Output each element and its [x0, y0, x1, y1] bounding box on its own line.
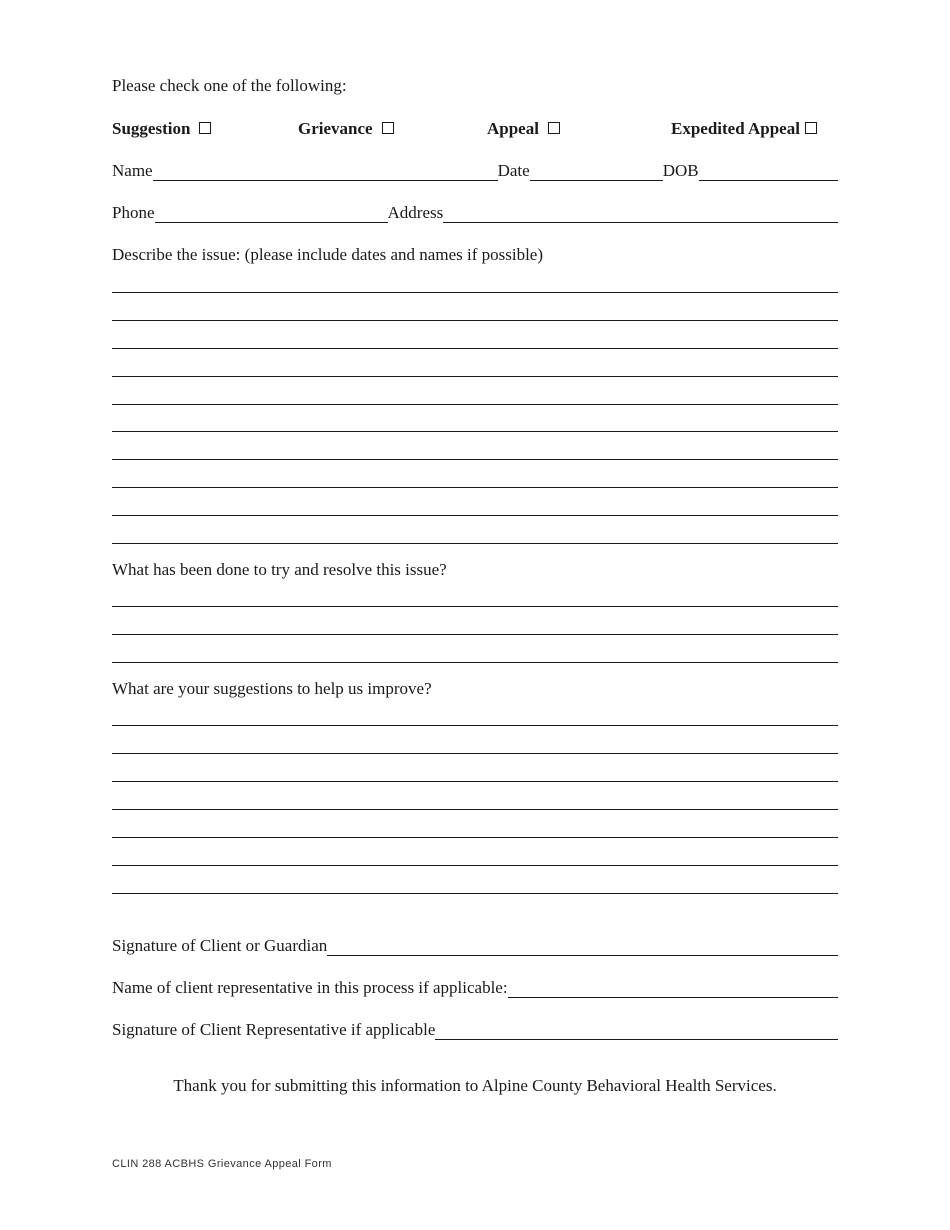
- option-grievance-label: Grievance: [298, 119, 373, 138]
- resolve-issue-heading: What has been done to try and resolve this issue?: [112, 560, 447, 579]
- resolve-line-1[interactable]: [112, 606, 838, 607]
- phone-field[interactable]: [155, 204, 388, 223]
- suggestions-line-7[interactable]: [112, 893, 838, 894]
- describe-line-10[interactable]: [112, 543, 838, 544]
- date-label: Date: [497, 161, 530, 180]
- rep-name-field[interactable]: [508, 979, 838, 998]
- address-label: Address: [387, 203, 444, 222]
- describe-line-4[interactable]: [112, 376, 838, 377]
- describe-issue-heading: Describe the issue: (please include dates and names if possible): [112, 245, 544, 264]
- date-field[interactable]: [530, 162, 663, 181]
- name-field[interactable]: [153, 162, 498, 181]
- resolve-line-3[interactable]: [112, 662, 838, 663]
- client-signature-label: Signature of Client or Guardian: [112, 936, 328, 955]
- name-date-dob-row: [112, 161, 838, 181]
- option-expedited-appeal-label: Expedited Appeal: [671, 119, 800, 138]
- instruction-text: Please check one of the following:: [112, 76, 347, 95]
- describe-line-9[interactable]: [112, 515, 838, 516]
- describe-line-8[interactable]: [112, 487, 838, 488]
- suggestions-line-2[interactable]: [112, 753, 838, 754]
- option-appeal[interactable]: [487, 119, 560, 139]
- form-footer: CLIN 288 ACBHS Grievance Appeal Form: [112, 1158, 332, 1170]
- dob-label: DOB: [662, 161, 699, 180]
- rep-signature-field[interactable]: [435, 1021, 838, 1040]
- suggestions-line-4[interactable]: [112, 809, 838, 810]
- suggestions-line-6[interactable]: [112, 865, 838, 866]
- rep-signature-label: Signature of Client Representative if applicable: [112, 1020, 436, 1039]
- suggestion-checkbox[interactable]: [199, 122, 211, 134]
- thank-you-text: Thank you for submitting this information to Alpine County Behavioral Health Services.: [173, 1076, 777, 1095]
- describe-line-1[interactable]: [112, 292, 838, 293]
- describe-line-6[interactable]: [112, 431, 838, 432]
- phone-label: Phone: [112, 203, 155, 222]
- describe-line-2[interactable]: [112, 320, 838, 321]
- suggestions-heading: What are your suggestions to help us improve?: [112, 679, 432, 698]
- dob-field[interactable]: [699, 162, 838, 181]
- suggestions-line-5[interactable]: [112, 837, 838, 838]
- describe-line-3[interactable]: [112, 348, 838, 349]
- phone-address-row: [112, 203, 838, 223]
- option-grievance[interactable]: [298, 119, 394, 139]
- option-suggestion-label: Suggestion: [112, 119, 191, 138]
- resolve-line-2[interactable]: [112, 634, 838, 635]
- describe-line-7[interactable]: [112, 459, 838, 460]
- rep-name-row: [112, 978, 838, 998]
- client-signature-row: [112, 936, 838, 956]
- appeal-checkbox[interactable]: [548, 122, 560, 134]
- describe-line-5[interactable]: [112, 404, 838, 405]
- option-expedited-appeal[interactable]: [671, 119, 817, 139]
- client-signature-field[interactable]: [327, 937, 838, 956]
- option-suggestion[interactable]: [112, 119, 211, 139]
- suggestions-line-3[interactable]: [112, 781, 838, 782]
- expedited-appeal-checkbox[interactable]: [805, 122, 817, 134]
- rep-signature-row: [112, 1020, 838, 1040]
- address-field[interactable]: [443, 204, 838, 223]
- rep-name-label: Name of client representative in this process if applicable:: [112, 978, 508, 997]
- grievance-checkbox[interactable]: [382, 122, 394, 134]
- option-appeal-label: Appeal: [487, 119, 539, 138]
- name-label: Name: [112, 161, 153, 180]
- suggestions-line-1[interactable]: [112, 725, 838, 726]
